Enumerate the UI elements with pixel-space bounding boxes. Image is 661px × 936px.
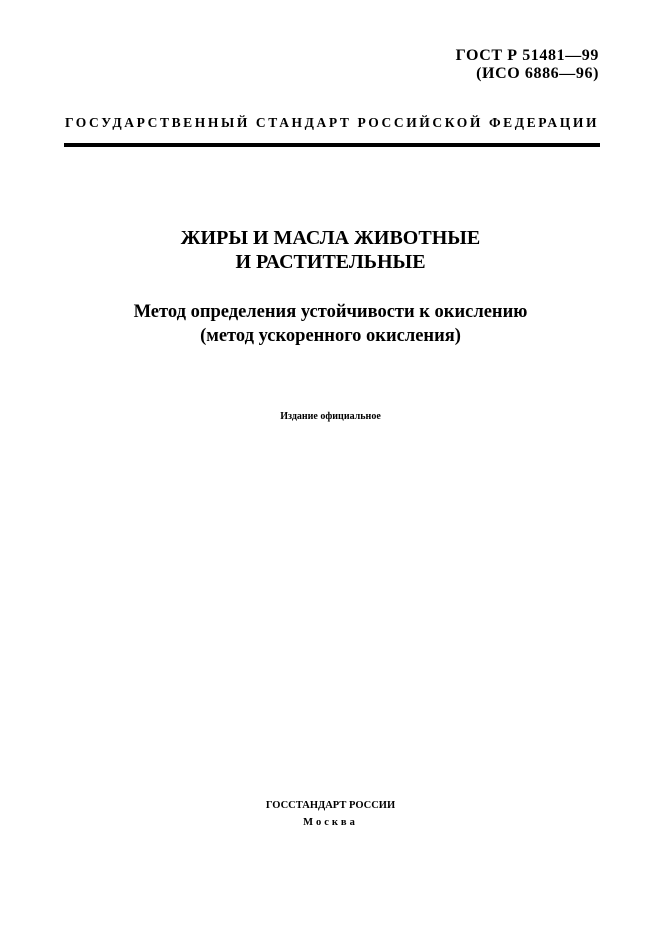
title-line-1: ЖИРЫ И МАСЛА ЖИВОТНЫЕ bbox=[180, 227, 481, 249]
subtitle-line-2: (метод ускоренного окисления) bbox=[200, 326, 461, 346]
subtitle-line-1: Метод определения устойчивости к окислению bbox=[133, 302, 528, 322]
standard-number: ГОСТ Р 51481—99 bbox=[455, 47, 599, 64]
publisher-name: ГОССТАНДАРТ РОССИИ bbox=[265, 800, 396, 811]
header-rule bbox=[64, 143, 600, 147]
standard-identifier bbox=[456, 47, 599, 83]
document-subtitle bbox=[0, 300, 661, 348]
standard-header: ГОСУДАРСТВЕННЫЙ СТАНДАРТ РОССИЙСКОЙ ФЕДЕРАЦИИ bbox=[64, 115, 600, 130]
iso-equivalent: (ИСО 6886—96) bbox=[476, 65, 599, 82]
publisher-block bbox=[0, 797, 661, 831]
title-line-2: И РАСТИТЕЛЬНЫЕ bbox=[235, 251, 426, 273]
publisher-city: Москва bbox=[303, 817, 358, 828]
edition-note: Издание официальное bbox=[280, 411, 381, 422]
document-title bbox=[0, 226, 661, 274]
